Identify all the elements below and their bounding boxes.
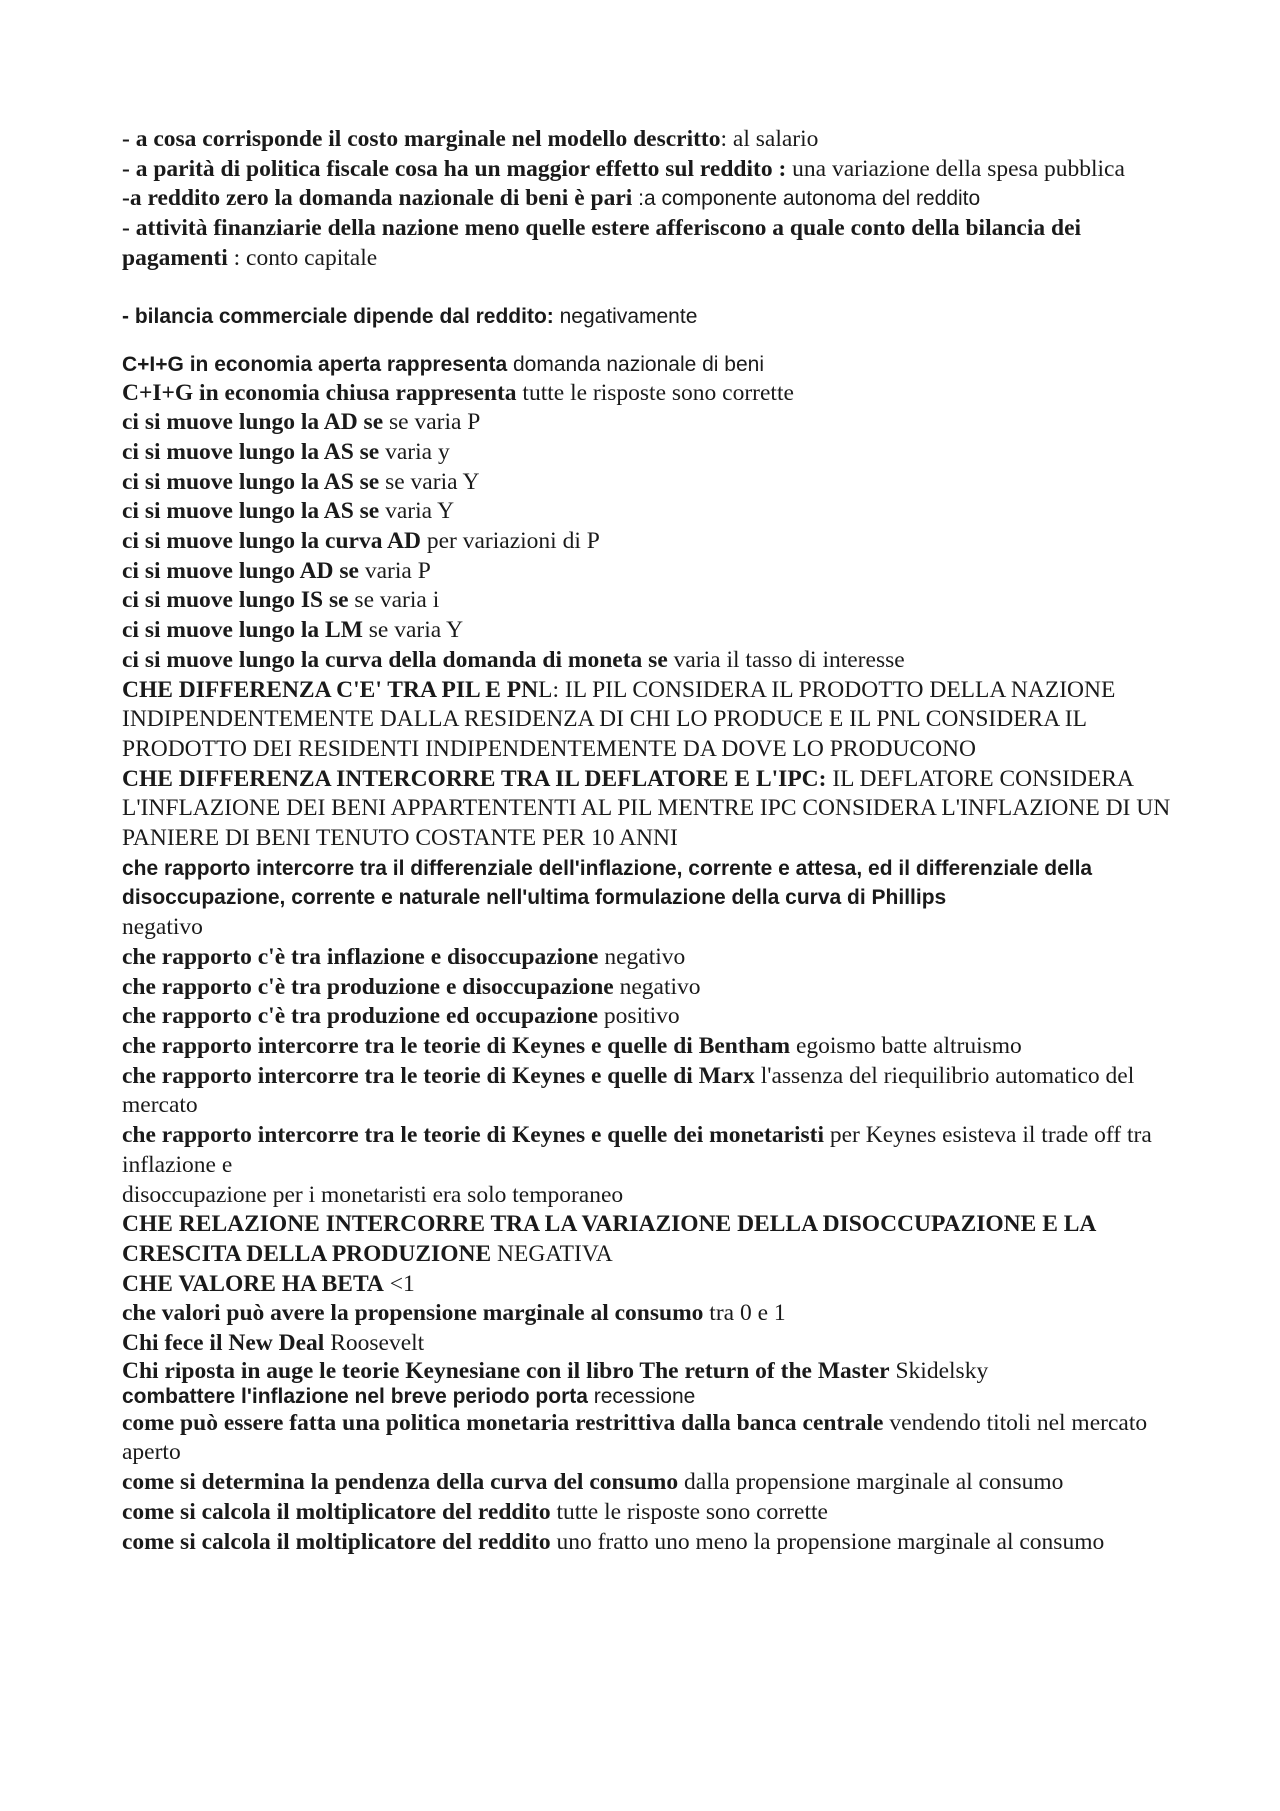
question: che rapporto c'è tra produzione e disoccupazione [122,973,614,1000]
qa-item [122,765,1174,854]
qa-item [122,586,1174,616]
qa-item [122,854,1174,943]
answer: varia il tasso di interesse [667,646,905,673]
question: -a reddito zero la domanda nazionale di beni è pari [122,185,633,212]
qa-item [122,497,1174,527]
answer: varia Y [379,498,455,525]
qa-item [122,1528,1174,1558]
question: C+I+G in economia aperta rappresenta [122,352,508,376]
answer: varia y [379,438,450,465]
question: ci si muove lungo IS se [122,587,349,614]
answer: se varia P [383,409,481,436]
question: come può essere fatta una politica monetaria restrittiva dalla banca centrale [122,1409,884,1436]
answer: : conto capitale [227,244,378,271]
qa-item [122,468,1174,498]
question: ci si muove lungo la LM [122,617,363,644]
question: che valori può avere la propensione marginale al consumo [122,1300,704,1327]
answer: tutte le risposte sono corrette [516,379,794,406]
answer: per variazioni di P [420,528,600,555]
answer: negativamente [553,304,698,328]
answer: :a componente autonoma del reddito [632,187,981,211]
qa-item [122,1359,1174,1384]
question: che rapporto intercorre tra le teorie di Keynes e quelle di Marx [122,1062,755,1089]
question: che rapporto intercorre tra il differenziale dell'inflazione, corrente e attesa, ed il differenziale della disoccupazione, corrente e naturale nell'ultima formulazione della curva di Phillips [122,856,1093,910]
question: C+I+G in economia chiusa rappresenta [122,379,517,406]
qa-item [122,1181,1174,1211]
qa-item [122,1121,1174,1180]
qa-item [122,1299,1174,1329]
answer: tutte le risposte sono corrette [550,1498,828,1525]
question: combattere l'inflazione nel breve periodo porta [122,1384,588,1408]
qa-item [122,155,1174,185]
qa-item [122,1468,1174,1498]
answer: egoismo batte altruismo [790,1032,1022,1059]
qa-item [122,438,1174,468]
qa-item [122,1002,1174,1032]
qa-item [122,973,1174,1003]
qa-item [122,184,1174,214]
answer: vendendo titoli nel mercato aperto [122,1409,1148,1466]
qa-item [122,408,1174,438]
answer: Skidelsky [889,1357,989,1384]
qa-item [122,943,1174,973]
answer: se varia Y [362,617,464,644]
qa-item [122,1210,1174,1269]
question: come si calcola il moltiplicatore del reddito [122,1498,551,1525]
question: - a cosa corrisponde il costo marginale nel modello descritto [122,126,721,152]
question: ci si muove lungo la AD se [122,409,384,436]
question: CHE DIFFERENZA C'E' TRA PIL E PN [122,676,539,703]
question: che rapporto c'è tra inflazione e disoccupazione [122,943,599,970]
qa-item [122,214,1174,273]
answer: negativo [598,943,686,970]
question: Chi fece il New Deal [122,1330,325,1357]
answer: Roosevelt [324,1330,425,1357]
answer: se varia Y [379,468,480,495]
answer: se varia i [348,587,440,614]
question: Chi riposta in auge le teorie Keynesiane con il libro The return of the Master [122,1357,890,1384]
answer: per Keynes esisteva il trade off tra inflazione e [122,1122,1152,1178]
qa-item [122,1270,1174,1300]
qa-item [122,1032,1174,1062]
qa-item [122,1062,1174,1121]
answer: negativo [122,914,203,941]
qa-item [122,676,1174,765]
answer: positivo [598,1003,680,1030]
qa-item [122,616,1174,646]
answer: NEGATIVA [491,1240,613,1267]
qa-item [122,1409,1174,1468]
question: - a parità di politica fiscale cosa ha un maggior effetto sul reddito : [122,155,787,182]
question: che rapporto intercorre tra le teorie di Keynes e quelle di Bentham [122,1032,791,1059]
answer: domanda nazionale di beni [507,352,765,376]
qa-item [122,303,1174,331]
document-page [122,125,1174,1557]
question: ci si muove lungo la curva AD [122,528,421,555]
question: CHE DIFFERENZA INTERCORRE TRA IL DEFLATORE E L'IPC: [122,765,827,792]
qa-item [122,527,1174,557]
answer: : al salario [720,126,819,152]
qa-item [122,351,1174,379]
answer: L: IL PIL CONSIDERA IL PRODOTTO DELLA NAZIONE INDIPENDENTEMENTE DALLA RESIDENZA DI CHI LO PRODUCE E IL PNL CONSIDERA IL PRODOTTO DEI RESIDENTI INDIPENDENTEMENTE DA DOVE LO PRODUCONO [122,676,1116,762]
question: ci si muove lungo AD se [122,557,359,584]
answer: dalla propensione marginale al consumo [678,1469,1064,1496]
question: ci si muove lungo la AS se [122,468,380,495]
qa-item [122,379,1174,409]
answer: l'assenza del riequilibrio automatico del mercato [122,1062,1135,1119]
answer: uno fratto uno meno la propensione marginale al consumo [550,1528,1105,1555]
question: CHE RELAZIONE INTERCORRE TRA LA VARIAZIONE DELLA DISOCCUPAZIONE E LA CRESCITA DELLA PRODUZIONE [122,1211,1096,1267]
question: che rapporto c'è tra produzione ed occupazione [122,1003,599,1030]
answer: IL DEFLATORE CONSIDERA L'INFLAZIONE DEI BENI APPARTENTENTI AL PIL MENTRE IPC CONSIDERA L'INFLAZIONE DI UN PANIERE DI BENI TENUTO COSTANTE PER 10 ANNI [122,765,1171,852]
answer: una variazione della spesa pubblica [786,155,1125,182]
answer: negativo [613,973,701,1000]
question: come si calcola il moltiplicatore del reddito [122,1528,551,1555]
question: ci si muove lungo la AS se [122,498,380,525]
question: - attività finanziarie della nazione meno quelle estere afferiscono a quale conto della bilancia dei pagamenti [122,215,1082,271]
qa-item [122,646,1174,676]
qa-item [122,1384,1174,1409]
qa-item [122,1498,1174,1528]
question: - bilancia commerciale dipende dal reddito: [122,304,554,328]
qa-item [122,1329,1174,1359]
qa-item [122,557,1174,587]
question: ci si muove lungo la curva della domanda di moneta se [122,646,668,673]
qa-item [122,125,1174,155]
answer: disoccupazione per i monetaristi era solo temporaneo [122,1181,624,1208]
answer: varia P [358,557,431,584]
answer: <1 [383,1270,415,1297]
question: come si determina la pendenza della curva del consumo [122,1469,679,1496]
question: CHE VALORE HA BETA [122,1270,384,1297]
answer: recessione [587,1384,696,1408]
question: ci si muove lungo la AS se [122,438,380,465]
question: che rapporto intercorre tra le teorie di Keynes e quelle dei monetaristi [122,1122,824,1149]
answer: tra 0 e 1 [703,1300,786,1327]
